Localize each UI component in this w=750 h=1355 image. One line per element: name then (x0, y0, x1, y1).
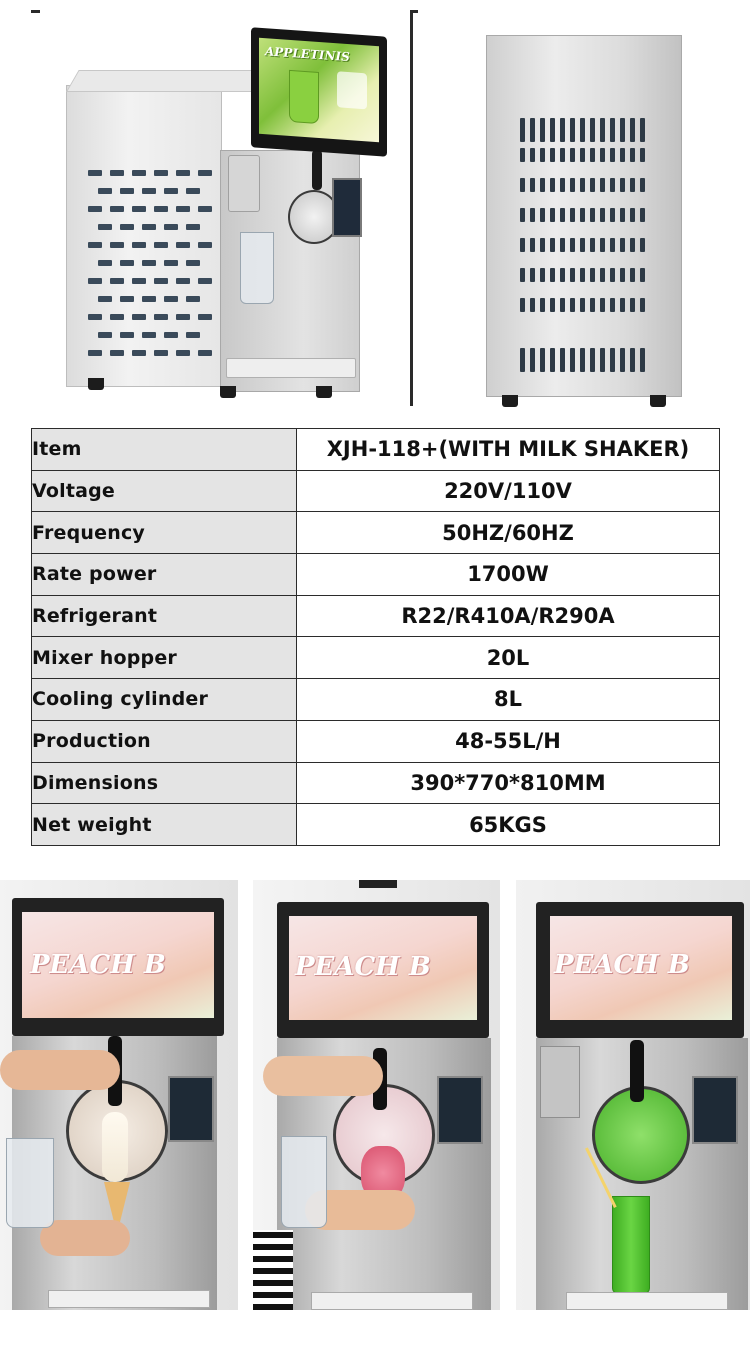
vent-slot (520, 238, 525, 252)
foot (316, 386, 332, 398)
spec-row (32, 554, 720, 596)
vent-slot (560, 178, 565, 192)
vent-slot (580, 348, 585, 372)
vent-slot (570, 118, 575, 142)
spec-row (32, 804, 720, 846)
vent-slot (520, 268, 525, 282)
foot (502, 395, 518, 407)
vent-slot (640, 348, 645, 372)
spec-row (32, 679, 720, 721)
spec-label: Voltage (32, 470, 297, 512)
vent-slot (630, 208, 635, 222)
spec-label: Mixer hopper (32, 637, 297, 679)
vent-slot (590, 118, 595, 142)
vent-slot (630, 348, 635, 372)
camera-sticker (359, 880, 397, 888)
spec-row (32, 595, 720, 637)
drip-tray (566, 1292, 728, 1310)
spec-label: Item (32, 429, 297, 471)
usage-photo-green-slush (516, 880, 750, 1310)
green-slush-glass (612, 1196, 650, 1294)
vent-slot (590, 348, 595, 372)
vent-slot (570, 298, 575, 312)
blender-cup (6, 1138, 54, 1228)
blender-cup (240, 232, 274, 304)
vent-slot (610, 118, 615, 142)
vent-slot (580, 148, 585, 162)
screen-frame (536, 902, 744, 1038)
side-display (332, 178, 362, 237)
vent-slot (530, 118, 535, 142)
vent-slot (530, 148, 535, 162)
control-display (692, 1076, 738, 1144)
vent-slot (640, 268, 645, 282)
foot (88, 378, 104, 390)
vent-slot (600, 178, 605, 192)
ad-screen-frame (251, 27, 387, 157)
vent-slot (580, 208, 585, 222)
drip-tray (48, 1290, 210, 1308)
spec-row (32, 512, 720, 554)
spec-label: Refrigerant (32, 595, 297, 637)
vent-slot (630, 238, 635, 252)
spec-table (31, 428, 720, 846)
vent-slot (570, 148, 575, 162)
vent-slot (620, 118, 625, 142)
vent-slot (600, 348, 605, 372)
vent-slot (630, 298, 635, 312)
vent-slot (640, 148, 645, 162)
ad-screen-text: APPLETINIS (265, 44, 350, 65)
drink-glass-icon (289, 70, 319, 124)
vent-slot (560, 298, 565, 312)
vent-slot (560, 348, 565, 372)
machine-side-photo (418, 0, 728, 410)
usage-photo-icecream (0, 880, 238, 1310)
vent-slot (570, 268, 575, 282)
ice-cream-swirl (102, 1112, 128, 1182)
vent-slot (610, 268, 615, 282)
vent-slot (610, 178, 615, 192)
vent-slot (630, 118, 635, 142)
vent-slot (580, 118, 585, 142)
side-vent-grid (520, 118, 650, 373)
vent-slot (610, 348, 615, 372)
vent-slot (570, 348, 575, 372)
promo-screen (22, 912, 214, 1018)
spec-row (32, 470, 720, 512)
vent-slot (600, 268, 605, 282)
vent-slot (580, 238, 585, 252)
hand-top (0, 1050, 120, 1090)
spec-label: Cooling cylinder (32, 679, 297, 721)
vent-slot (550, 208, 555, 222)
vent-slot (620, 178, 625, 192)
vent-slot (590, 148, 595, 162)
vent-slot (540, 238, 545, 252)
hand-bottom (40, 1220, 130, 1256)
vent-slot (590, 298, 595, 312)
vent-slot (520, 118, 525, 142)
vent-slot (590, 268, 595, 282)
machine-cabinet-top (66, 70, 267, 92)
vent-slot (540, 118, 545, 142)
spec-label: Frequency (32, 512, 297, 554)
drip-tray (311, 1292, 473, 1310)
vent-slot (580, 268, 585, 282)
vent-slot (600, 148, 605, 162)
vent-slot (540, 148, 545, 162)
foot (650, 395, 666, 407)
spec-row (32, 429, 720, 471)
promo-screen (550, 916, 732, 1020)
vent-slot (590, 178, 595, 192)
vent-slot (530, 178, 535, 192)
screen-frame (12, 898, 224, 1036)
spec-value: 50HZ/60HZ (297, 512, 720, 554)
foot (220, 386, 236, 398)
spec-value: 65KGS (297, 804, 720, 846)
vent-slot (610, 148, 615, 162)
vent-slot (530, 348, 535, 372)
vent-slot (640, 118, 645, 142)
spec-label: Dimensions (32, 762, 297, 804)
vent-slot (540, 208, 545, 222)
vent-slot (550, 148, 555, 162)
vent-slot (630, 268, 635, 282)
vent-slot (620, 268, 625, 282)
spec-value: 48-55L/H (297, 720, 720, 762)
vent-slot (600, 298, 605, 312)
ad-screen (259, 38, 379, 142)
spec-value: 20L (297, 637, 720, 679)
spec-value: 1700W (297, 554, 720, 596)
vent-slot (620, 298, 625, 312)
promo-screen-text: PEACH B (295, 952, 431, 982)
vent-slot (530, 268, 535, 282)
promo-screen-text: PEACH B (30, 950, 166, 980)
screen-frame (277, 902, 489, 1038)
vent-slot (570, 238, 575, 252)
vent-slot (640, 208, 645, 222)
usage-photo-pink-slush (253, 880, 500, 1310)
control-display (437, 1076, 483, 1144)
vent-slot (630, 178, 635, 192)
vent-slot (590, 208, 595, 222)
vent-slot (530, 298, 535, 312)
vent-slot (560, 268, 565, 282)
vent-slot (560, 118, 565, 142)
vent-slot (640, 298, 645, 312)
vent-slot (540, 348, 545, 372)
vent-slot (570, 208, 575, 222)
vent-grid (88, 170, 218, 360)
vent-slot (610, 238, 615, 252)
vent-slot (540, 268, 545, 282)
vent-slot (620, 148, 625, 162)
spec-row (32, 762, 720, 804)
vent-slot (520, 208, 525, 222)
vent-slot (640, 238, 645, 252)
photo-divider (410, 10, 413, 406)
machine-front-photo (40, 0, 405, 410)
promo-screen (289, 916, 477, 1020)
vent-slot (580, 178, 585, 192)
spec-row (32, 637, 720, 679)
dispense-lever (312, 150, 322, 190)
vent-slot (620, 208, 625, 222)
vent-slot (610, 208, 615, 222)
vent-slot (520, 178, 525, 192)
vent-slot (550, 178, 555, 192)
vent-slot (560, 148, 565, 162)
vent-slot (620, 238, 625, 252)
drip-tray (226, 358, 356, 378)
vent-slot (580, 298, 585, 312)
spec-value: R22/R410A/R290A (297, 595, 720, 637)
vent-slot (590, 238, 595, 252)
vent-slot (550, 348, 555, 372)
vent-slot (610, 298, 615, 312)
ice-cube-icon (337, 71, 367, 109)
vent-slot (600, 118, 605, 142)
vent-slot (620, 348, 625, 372)
spec-row (32, 720, 720, 762)
vent-slot (520, 348, 525, 372)
vent-slot (540, 298, 545, 312)
spec-label: Production (32, 720, 297, 762)
vent-slot (530, 208, 535, 222)
speaker-box (540, 1046, 580, 1118)
vent-slot (570, 178, 575, 192)
vent-slot (540, 178, 545, 192)
vent-slot (640, 178, 645, 192)
hand-top (263, 1056, 383, 1096)
speaker-grille (228, 155, 260, 212)
spec-value: 8L (297, 679, 720, 721)
vent-slot (550, 238, 555, 252)
spec-value: XJH-118+(WITH MILK SHAKER) (297, 429, 720, 471)
spec-label: Net weight (32, 804, 297, 846)
vent-slot (530, 238, 535, 252)
vent-slot (520, 148, 525, 162)
vent-slot (560, 208, 565, 222)
vent-slot (550, 298, 555, 312)
promo-screen-text: PEACH B (554, 950, 690, 980)
striped-sleeve (253, 1230, 293, 1310)
spec-value: 220V/110V (297, 470, 720, 512)
vent-slot (550, 268, 555, 282)
spec-label: Rate power (32, 554, 297, 596)
blender-cup (281, 1136, 327, 1228)
control-display (168, 1076, 214, 1142)
vent-slot (520, 298, 525, 312)
vent-slot (600, 238, 605, 252)
vent-slot (560, 238, 565, 252)
vent-slot (600, 208, 605, 222)
vent-slot (630, 148, 635, 162)
spec-value: 390*770*810MM (297, 762, 720, 804)
vent-slot (550, 118, 555, 142)
dispense-lever (630, 1040, 644, 1102)
